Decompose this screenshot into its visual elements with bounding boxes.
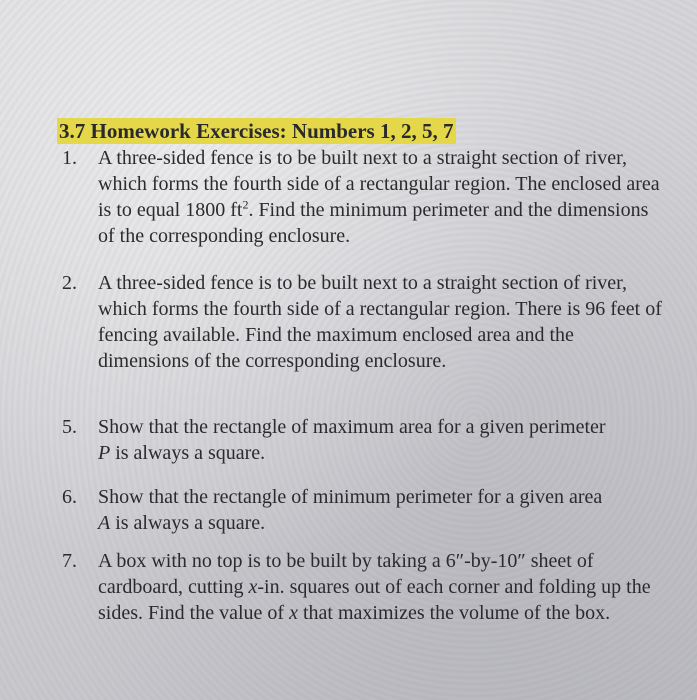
variable-x: x (248, 576, 258, 598)
problem-number: 7. (62, 550, 77, 572)
homework-heading: 3.7 Homework Exercises: Numbers 1, 2, 5, 7 (57, 118, 456, 144)
problem-text: Show that the rectangle of maximum area for a given perimeter P is always a square. (98, 416, 606, 464)
problem-5 (62, 414, 662, 466)
problem-2 (62, 270, 662, 374)
problem-number: 2. (62, 272, 77, 294)
variable-x: x (289, 602, 298, 624)
problem-text: A three-sided fence is to be built next to a straight section of river, which forms the fourth side of a rectangular region. There is 96 feet of fencing available. Find the maximum enclosed area and the dimensions of the corresponding enclosure. (98, 272, 662, 372)
problem-7 (62, 548, 662, 626)
problem-number: 1. (62, 147, 77, 169)
problem-1 (62, 145, 662, 249)
problem-text: A box with no top is to be built by taking a 6″-by-10″ sheet of cardboard, cutting x-in. squares out of each corner and folding up the sides. Find the value of x that maximizes the volume of the box. (98, 550, 651, 624)
problem-text: A three-sided fence is to be built next to a straight section of river, which forms the fourth side of a rectangular region. The enclosed area is to equal 1800 $ft^2$. Find the minimum perimeter and the dimensions of the corresponding enclosure. (98, 147, 660, 247)
problem-number: 6. (62, 486, 77, 508)
problem-text: Show that the rectangle of minimum perimeter for a given area A is always a square. (98, 486, 603, 534)
problem-number: 5. (62, 416, 77, 438)
problem-6 (62, 484, 662, 536)
variable-p: P (98, 442, 111, 464)
variable-a: A (98, 512, 111, 534)
